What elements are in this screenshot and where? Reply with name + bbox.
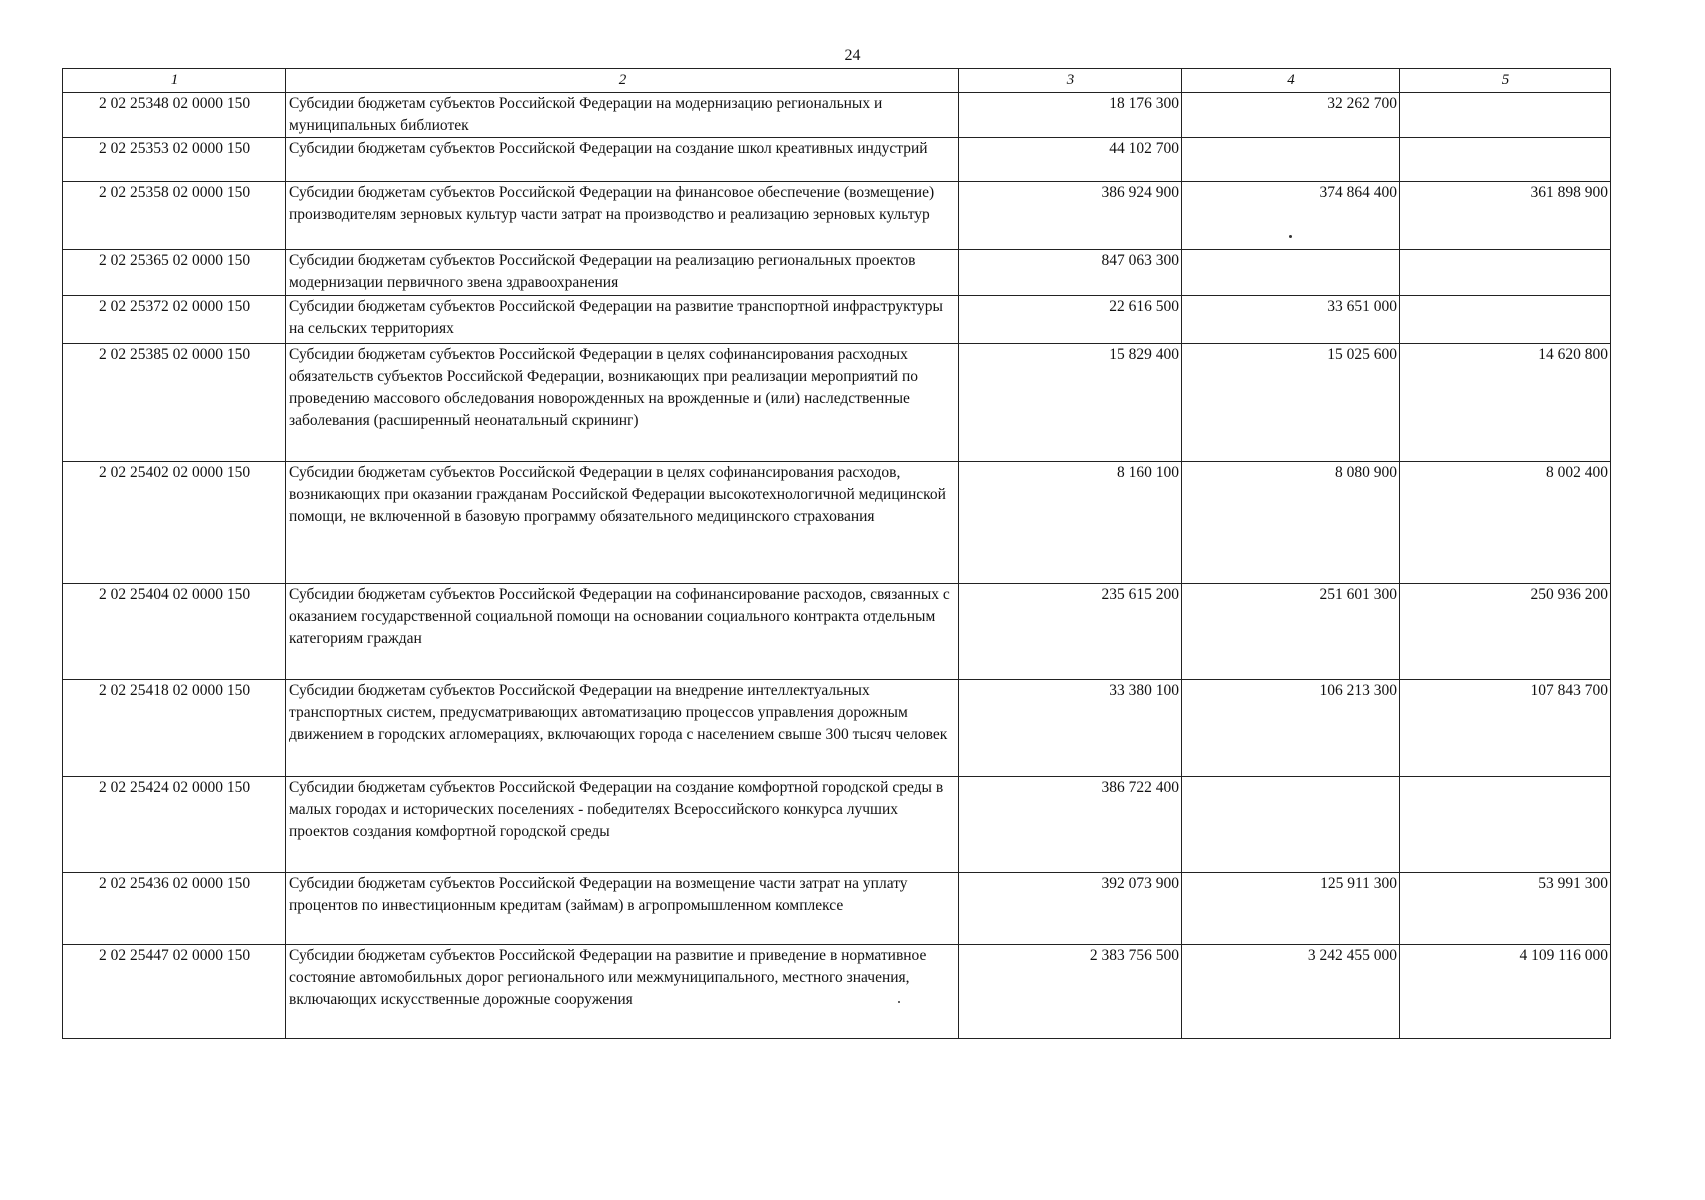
column-header-5: 5 bbox=[1400, 69, 1611, 93]
budget-code: 2 02 25353 02 0000 150 bbox=[63, 138, 286, 182]
table-row bbox=[63, 584, 1611, 680]
table-row bbox=[63, 777, 1611, 873]
table-row bbox=[63, 93, 1611, 138]
amount-col-5 bbox=[1400, 250, 1611, 296]
amount-col-4: 8 080 900 bbox=[1182, 462, 1400, 584]
item-description: Субсидии бюджетам субъектов Российской Федерации на создание школ креативных индустрий bbox=[286, 138, 959, 182]
amount-col-5 bbox=[1400, 138, 1611, 182]
amount-col-3: 235 615 200 bbox=[959, 584, 1182, 680]
amount-col-5 bbox=[1400, 296, 1611, 344]
item-description: Субсидии бюджетам субъектов Российской Федерации на развитие и приведение в нормативное состояние автомобильных дорог регионального или межмуниципального, местного значения, включающих искусственные дорожные сооружения bbox=[286, 945, 959, 1039]
amount-col-3: 44 102 700 bbox=[959, 138, 1182, 182]
amount-col-4 bbox=[1182, 777, 1400, 873]
amount-col-3: 392 073 900 bbox=[959, 873, 1182, 945]
amount-col-3: 33 380 100 bbox=[959, 680, 1182, 777]
amount-col-3: 8 160 100 bbox=[959, 462, 1182, 584]
column-header-1: 1 bbox=[63, 69, 286, 93]
amount-col-4 bbox=[1182, 250, 1400, 296]
table-row bbox=[63, 873, 1611, 945]
revenue-table bbox=[62, 68, 1611, 1039]
amount-col-3: 386 924 900 bbox=[959, 182, 1182, 250]
amount-col-3: 18 176 300 bbox=[959, 93, 1182, 138]
amount-col-4 bbox=[1182, 138, 1400, 182]
amount-col-5 bbox=[1400, 777, 1611, 873]
budget-code: 2 02 25372 02 0000 150 bbox=[63, 296, 286, 344]
page-number: 24 bbox=[844, 47, 861, 64]
table-row bbox=[63, 945, 1611, 1039]
amount-col-5: 250 936 200 bbox=[1400, 584, 1611, 680]
column-header-4: 4 bbox=[1182, 69, 1400, 93]
item-description: Субсидии бюджетам субъектов Российской Федерации в целях софинансирования расходов, возникающих при оказании гражданам Российской Федерации высокотехнологичной медицинской помощи, не включенной в базовую программу обязательного медицинского страхования bbox=[286, 462, 959, 584]
table-row bbox=[63, 680, 1611, 777]
table-row bbox=[63, 138, 1611, 182]
amount-col-4: 251 601 300 bbox=[1182, 584, 1400, 680]
amount-col-3: 22 616 500 bbox=[959, 296, 1182, 344]
item-description: Субсидии бюджетам субъектов Российской Федерации на реализацию региональных проектов модернизации первичного звена здравоохранения bbox=[286, 250, 959, 296]
amount-col-5: 53 991 300 bbox=[1400, 873, 1611, 945]
table-row bbox=[63, 250, 1611, 296]
amount-col-4: 3 242 455 000 bbox=[1182, 945, 1400, 1039]
scan-speck bbox=[898, 1001, 900, 1003]
amount-col-5 bbox=[1400, 93, 1611, 138]
item-description: Субсидии бюджетам субъектов Российской Федерации на модернизацию региональных и муниципальных библиотек bbox=[286, 93, 959, 138]
amount-col-3: 15 829 400 bbox=[959, 344, 1182, 462]
amount-col-3: 386 722 400 bbox=[959, 777, 1182, 873]
item-description: Субсидии бюджетам субъектов Российской Федерации на внедрение интеллектуальных транспортных систем, предусматривающих автоматизацию процессов управления дорожным движением в городских агломерациях, включающих города с населением свыше 300 тысяч человек bbox=[286, 680, 959, 777]
amount-col-3: 2 383 756 500 bbox=[959, 945, 1182, 1039]
column-header-3: 3 bbox=[959, 69, 1182, 93]
budget-code: 2 02 25402 02 0000 150 bbox=[63, 462, 286, 584]
item-description: Субсидии бюджетам субъектов Российской Федерации в целях софинансирования расходных обязательств субъектов Российской Федерации, возникающих при реализации мероприятий по проведению массового обследования новорожденных на врожденные и (или) наследственные заболевания (расширенный неонатальный скрининг) bbox=[286, 344, 959, 462]
amount-col-5: 14 620 800 bbox=[1400, 344, 1611, 462]
table-row bbox=[63, 296, 1611, 344]
budget-code: 2 02 25418 02 0000 150 bbox=[63, 680, 286, 777]
table-row bbox=[63, 462, 1611, 584]
amount-col-4: 32 262 700 bbox=[1182, 93, 1400, 138]
item-description: Субсидии бюджетам субъектов Российской Федерации на возмещение части затрат на уплату процентов по инвестиционным кредитам (займам) в агропромышленном комплексе bbox=[286, 873, 959, 945]
scan-speck bbox=[1289, 235, 1292, 238]
amount-col-5: 107 843 700 bbox=[1400, 680, 1611, 777]
budget-code: 2 02 25424 02 0000 150 bbox=[63, 777, 286, 873]
amount-col-5: 8 002 400 bbox=[1400, 462, 1611, 584]
amount-col-4: 106 213 300 bbox=[1182, 680, 1400, 777]
item-description: Субсидии бюджетам субъектов Российской Федерации на финансовое обеспечение (возмещение) производителям зерновых культур части затрат на производство и реализацию зерновых культур bbox=[286, 182, 959, 250]
header-row bbox=[63, 69, 1611, 93]
budget-code: 2 02 25365 02 0000 150 bbox=[63, 250, 286, 296]
budget-code: 2 02 25348 02 0000 150 bbox=[63, 93, 286, 138]
budget-code: 2 02 25404 02 0000 150 bbox=[63, 584, 286, 680]
table-row bbox=[63, 344, 1611, 462]
item-description: Субсидии бюджетам субъектов Российской Федерации на развитие транспортной инфраструктуры на сельских территориях bbox=[286, 296, 959, 344]
budget-code: 2 02 25447 02 0000 150 bbox=[63, 945, 286, 1039]
amount-col-4: 374 864 400 bbox=[1182, 182, 1400, 250]
item-description: Субсидии бюджетам субъектов Российской Федерации на создание комфортной городской среды в малых городах и исторических поселениях - победителях Всероссийского конкурса лучших проектов создания комфортной городской среды bbox=[286, 777, 959, 873]
amount-col-5: 361 898 900 bbox=[1400, 182, 1611, 250]
amount-col-4: 15 025 600 bbox=[1182, 344, 1400, 462]
amount-col-4: 125 911 300 bbox=[1182, 873, 1400, 945]
amount-col-4: 33 651 000 bbox=[1182, 296, 1400, 344]
amount-col-5: 4 109 116 000 bbox=[1400, 945, 1611, 1039]
budget-code: 2 02 25358 02 0000 150 bbox=[63, 182, 286, 250]
column-header-2: 2 bbox=[286, 69, 959, 93]
item-description: Субсидии бюджетам субъектов Российской Федерации на софинансирование расходов, связанных с оказанием государственной социальной помощи на основании социального контракта отдельным категориям граждан bbox=[286, 584, 959, 680]
amount-col-3: 847 063 300 bbox=[959, 250, 1182, 296]
table-row bbox=[63, 182, 1611, 250]
budget-code: 2 02 25385 02 0000 150 bbox=[63, 344, 286, 462]
budget-code: 2 02 25436 02 0000 150 bbox=[63, 873, 286, 945]
